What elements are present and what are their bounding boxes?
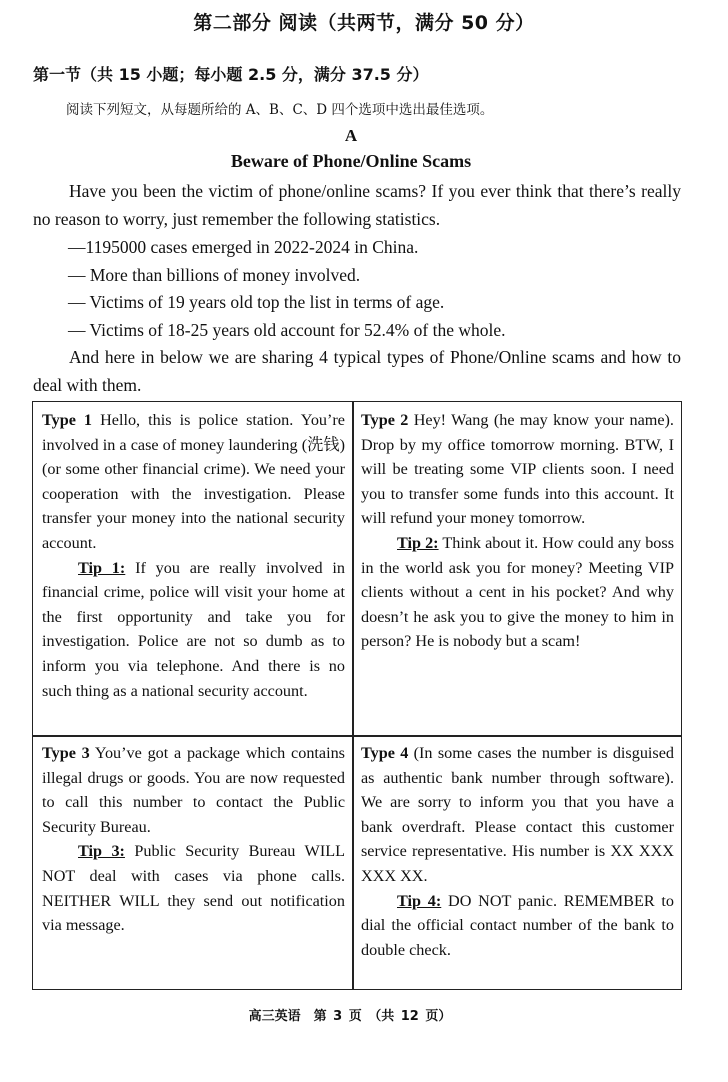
part-title: 第二部分 阅读（共两节，满分 50 分）: [193, 12, 535, 34]
type-description: [42, 408, 345, 556]
table-cell-type-3: [42, 741, 345, 938]
type-text: You’ve got a package which contains illegal drugs or goods. You are now requested to call this number to contact the Public Security Bureau.: [42, 744, 345, 836]
type-label: Type 1: [42, 411, 93, 429]
tip-text: DO NOT panic. REMEMBER to dial the official contact number of the bank to double check.: [361, 891, 674, 959]
type-description: [42, 741, 345, 839]
section-title: 第一节（共 15 小题；每小题 2.5 分，满分 37.5 分）: [33, 65, 429, 84]
tip-label: Tip 1:: [78, 558, 126, 577]
table-cell-type-1: [42, 408, 345, 703]
type-description: [361, 741, 674, 889]
tip-paragraph: [42, 556, 345, 704]
tip-text: If you are really involved in financial crime, police will visit your home at the first opportunity and take you for investigation. Police are not so dumb as to inform you via telephone. And there is no such thing as a national security account.: [42, 558, 345, 700]
intro-paragraph: Have you been the victim of phone/online scams? If you ever think that there’s really no reason to worry, just remember the following statistics.: [33, 181, 681, 229]
table-cell-type-4: [361, 741, 674, 962]
passage-title: Beware of Phone/Online Scams: [230, 151, 472, 171]
tip-label: Tip 3:: [78, 842, 125, 861]
statistic-item: — Victims of 18-25 years old account for 52.4% of the whole.: [68, 320, 506, 340]
passage-letter: A: [344, 126, 358, 145]
statistic-item: —1195000 cases emerged in 2022-2024 in China.: [68, 237, 419, 257]
tip-text: Think about it. How could any boss in the world ask you for money? Meeting VIP clients without a cent in his pocket? And why doesn’t he ask you to give the money to him in person? He is nobody but a scam!: [361, 533, 674, 651]
tip-label: Tip 2:: [397, 533, 439, 552]
table-cell-type-2: [361, 408, 674, 654]
lead-paragraph: And here in below we are sharing 4 typical types of Phone/Online scams and how to deal with them.: [33, 347, 681, 395]
tip-label: Tip 4:: [397, 891, 442, 910]
tip-text: Public Security Bureau WILL NOT deal with cases via phone calls. NEITHER WILL they send out notification via message.: [42, 842, 345, 935]
tip-paragraph: [361, 889, 674, 963]
type-label: Type 4: [361, 744, 409, 762]
type-text: (In some cases the number is disguised as authentic bank number through software). We are sorry to inform you that you have a bank overdraft. Please contact this customer service representative. His number is XX XXX XXX XX.: [361, 744, 674, 885]
type-description: [361, 408, 674, 531]
statistic-item: — Victims of 19 years old top the list in terms of age.: [68, 292, 445, 312]
table-divider-vertical: [352, 402, 354, 989]
tip-paragraph: [42, 839, 345, 937]
type-label: Type 3: [42, 744, 90, 762]
type-label: Type 2: [361, 411, 409, 429]
type-text: Hello, this is police station. You’re involved in a case of money laundering (洗钱) (or some other financial crime). We need your cooperation with the investigation. Please transfer your money into the national security account.: [42, 411, 345, 552]
type-text: Hey! Wang (he may know your name). Drop by my office tomorrow morning. BTW, I will be treating some VIP clients soon. I need you to transfer some funds into this account. It will refund your money tomorrow.: [361, 411, 674, 528]
page-footer: 高三英语 第 3 页 （共 12 页）: [248, 1009, 452, 1024]
tip-paragraph: [361, 531, 674, 654]
scam-types-table: [32, 401, 682, 990]
table-divider-horizontal: [33, 735, 681, 737]
instruction-text: 阅读下列短文，从每题所给的 A、B、C、D 四个选项中选出最佳选项。: [66, 102, 494, 118]
statistic-item: — More than billions of money involved.: [68, 265, 361, 285]
